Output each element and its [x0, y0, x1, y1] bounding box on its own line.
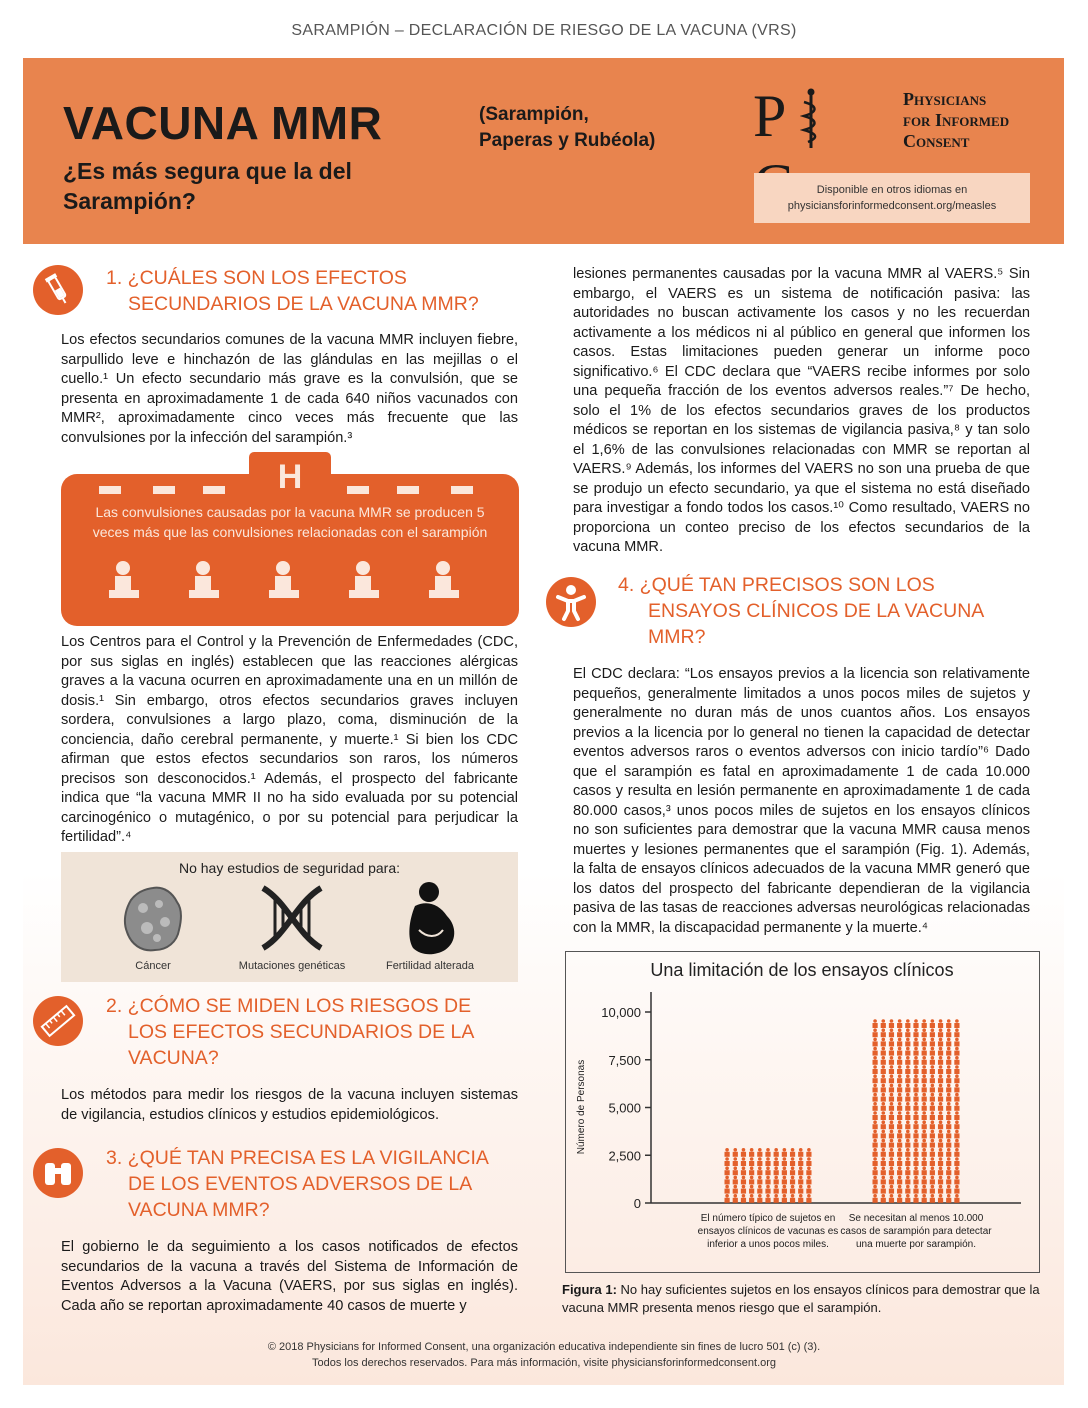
dna-helix-icon	[257, 882, 327, 954]
caption-cancer: Cáncer	[135, 960, 171, 972]
section1-heading-line2: SECUNDARIOS DE LA VACUNA MMR?	[128, 293, 479, 315]
y-tick-label: 2,500	[608, 1148, 641, 1164]
languages-note-link[interactable]: physiciansforinformedconsent.org/measles	[787, 200, 997, 212]
section3-heading-line1: 3. ¿QUÉ TAN PRECISA ES LA VIGILANCIA	[106, 1147, 489, 1169]
caption-fertility: Fertilidad alterada	[385, 960, 475, 972]
section1-paragraph2: Los Centros para el Control y la Prevención de Enfermedades (CDC, por sus siglas en inglés) establecen que las reacciones alérgicas graves a la vacuna ocurren en aproximadamente una en un millón de dosis.¹ Sin embargo, otros efectos secundarios graves incluyen sordera, convulsiones a largo plazo, coma, disminución de la conciencia, daño cerebral permanente, y muerte.¹ Si bien los CDC afirman que estos efectos secundarios son raros, los números precisos son desconocidos.¹ Además, el prospecto del fabricante indica que “la vacuna MMR II no ha sido evaluada por su potencial carcinogénico o mutagénico, o por su potencial para perjudicar la fertilidad”.⁴	[61, 634, 518, 845]
y-axis-label: Número de Personas	[576, 1059, 587, 1155]
section4-paragraph: El CDC declara: “Los ensayos previos a la licencia son relativamente pequeños, generalmente limitados a unos pocos miles de sujetos y generalmente no duran más de unos cuantos años. Los ensayos previos a la licencia por lo general no tienen la capacidad de detectar eventos adversos raros o eventos adversos con inicio tardío”⁶ Dado que el sarampión es fatal en aproximadamente 1 de cada 10.000 casos y resulta en lesión permanente en aproximadamente 1 de cada 80.000 casos,³ unos pocos miles de sujetos en los ensayos clínicos no son suficientes para demostrar que la vacuna MMR causa menos muertes y lesiones permanentes que el sarampión (Fig. 1). Además, la falta de ensayos clínicos adecuados de la vacuna MMR generó que los datos del prospecto del fabricante dependieran de la vigilancia pasiva de las tasas de reacciones adversas neurológicas relacionadas con la MMR, la discapacidad permanente y la muerte.⁴	[573, 666, 1030, 936]
footer-line1: © 2018 Physicians for Informed Consent, una organización educativa independiente sin fines de lucro 501 (c) (3).	[267, 1341, 821, 1353]
section4-heading-line2: ENSAYOS CLÍNICOS DE LA VACUNA	[648, 600, 985, 622]
section4-heading	[618, 572, 984, 650]
logo-name-line2: for Informed	[903, 110, 1010, 130]
logo-name-line3: Consent	[903, 131, 970, 151]
ruler-icon	[33, 996, 83, 1046]
section3-paragraph: El gobierno le da seguimiento a los casos notificados de efectos secundarios de la vacuna a través del Sistema de Información de Eventos Adversos a la Vacuna (VAERS, por sus siglas en inglés). Cada año se reportan aproximadamente 40 casos de muerte y	[61, 1239, 518, 1314]
vaccine-vial-icon	[33, 265, 83, 315]
bar-1	[724, 1148, 811, 1203]
chart-plot	[566, 952, 1038, 1270]
figure1-chart	[565, 951, 1040, 1273]
section2-paragraph: Los métodos para medir los riesgos de la vacuna incluyen sistemas de vigilancia, estudios clínicos y estudios epidemiológicos.	[61, 1087, 518, 1123]
chart-title: Una limitación de los ensayos clínicos	[650, 960, 954, 980]
x-category-label: Se necesitan al menos 10.000	[848, 1213, 984, 1224]
cancer-cell-icon	[121, 884, 185, 954]
x-category-label: una muerte por sarampión.	[855, 1239, 977, 1250]
section4-heading-line3: MMR?	[648, 626, 706, 648]
page-subtitle: ¿Es más segura que la del Sarampión?	[63, 158, 352, 214]
hospital-letter: H	[277, 458, 303, 496]
section3-heading-line3: VACUNA MMR?	[128, 1199, 270, 1221]
footer-line2: Todos los derechos reservados. Para más información, visite physiciansforinformedconsent.org	[311, 1357, 777, 1369]
page-title: VACUNA MMR	[63, 97, 383, 149]
caduceus-icon	[800, 88, 822, 150]
bar-2	[872, 1019, 959, 1203]
binoculars-icon	[33, 1148, 83, 1198]
x-category-label: inferior a unos pocos miles.	[707, 1239, 829, 1250]
section1-paragraph1: Los efectos secundarios comunes de la vacuna MMR incluyen fiebre, sarpullido leve e hinchazón de las glándulas en las mejillas o el cuello.¹ Un efecto secundario más grave es la convulsión, que se presenta en aproximadamente 1 de cada 640 niños vacunados con MMR², aproximadamente cinco veces más frecuente que las convulsiones por la infección del sarampión.³	[61, 332, 518, 446]
section2-heading-line2: LOS EFECTOS SECUNDARIOS DE LA	[128, 1021, 475, 1043]
languages-note	[754, 173, 1030, 223]
hospital-graphic	[61, 450, 519, 626]
document-title: SARAMPIÓN – DECLARACIÓN DE RIESGO DE LA VACUNA (VRS)	[291, 22, 797, 39]
footer	[0, 1339, 1088, 1371]
vaccine-components-line1: (Sarampión,	[479, 104, 589, 125]
x-category-label: El número típico de sujetos en	[700, 1213, 836, 1224]
person-icon	[546, 577, 596, 627]
convulsion-note: Las convulsiones causadas por la vacuna MMR se producen 5 veces más que las convulsiones relacionadas con el sarampión	[92, 504, 488, 540]
y-tick-label: 5,000	[608, 1100, 641, 1116]
y-tick-label: 0	[633, 1196, 641, 1211]
section1-heading	[106, 265, 479, 317]
figure-caption	[562, 1281, 1042, 1317]
section3-paragraph-continued: lesiones permanentes causadas por la vacuna MMR al VAERS.⁵ Sin embargo, el VAERS es un sistema de notificación pasiva: las autoridades no buscan activamente los casos y no les recuerdan activamente a los médicos ni al público en general que informen los casos. Estas limitaciones pueden generar un informe poco significativo.⁶ El CDC declara que “VAERS recibe informes por solo una pequeña fracción de los eventos adversos reales.”⁷ De hecho, solo el 1% de los efectos secundarios graves de los productos médicos se reportan en los sistemas de vigilancia pasiva,⁸ y tan solo el 1,6% de las convulsiones relacionadas con MMR se reportan al VAERS.⁹ Además, los informes del VAERS no son una prueba de que se produjo un efecto secundario, ya que el sistema no está diseñado para investigar a fondo todos los casos.¹⁰ Como resultado, VAERS no proporciona un conteo preciso de los efectos secundarios de la vacuna MMR.	[573, 266, 1030, 555]
vaccine-components-line2: Paperas y Rubéola)	[479, 130, 656, 151]
no-safety-studies-box	[61, 852, 518, 982]
y-tick-label: 10,000	[601, 1005, 641, 1020]
y-tick-label: 7,500	[608, 1052, 641, 1068]
logo-name	[903, 89, 1063, 152]
languages-note-line1: Disponible en otros idiomas en	[816, 184, 968, 196]
caption-mutations: Mutaciones genéticas	[238, 960, 346, 972]
section3-heading	[106, 1145, 489, 1223]
x-category-label: ensayos clínicos de vacunas es	[697, 1226, 839, 1237]
header-banner	[23, 58, 1064, 244]
section2-heading-line3: VACUNA?	[128, 1047, 219, 1069]
section4-heading-line1: 4. ¿QUÉ TAN PRECISOS SON LOS	[618, 574, 935, 596]
section1-heading-line1: 1. ¿CUÁLES SON LOS EFECTOS	[106, 267, 407, 289]
figure-caption-text: No hay suficientes sujetos en los ensayos clínicos para demostrar que la vacuna MMR presenta menos riesgo que el sarampión.	[562, 1282, 1040, 1315]
no-studies-title: No hay estudios de seguridad para:	[178, 860, 401, 876]
figure-label: Figura 1:	[562, 1282, 617, 1297]
logo-name-line1: Physicians	[903, 89, 987, 109]
vaccine-components	[479, 102, 655, 154]
section2-heading	[106, 993, 474, 1071]
pregnant-woman-icon	[399, 880, 459, 958]
section3-heading-line2: DE LOS EVENTOS ADVERSOS DE LA	[128, 1173, 473, 1195]
logo-letters: P	[753, 83, 787, 149]
section2-heading-line1: 2. ¿CÓMO SE MIDEN LOS RIESGOS DE	[106, 995, 472, 1017]
x-category-label: casos de sarampión para detectar	[840, 1226, 992, 1237]
